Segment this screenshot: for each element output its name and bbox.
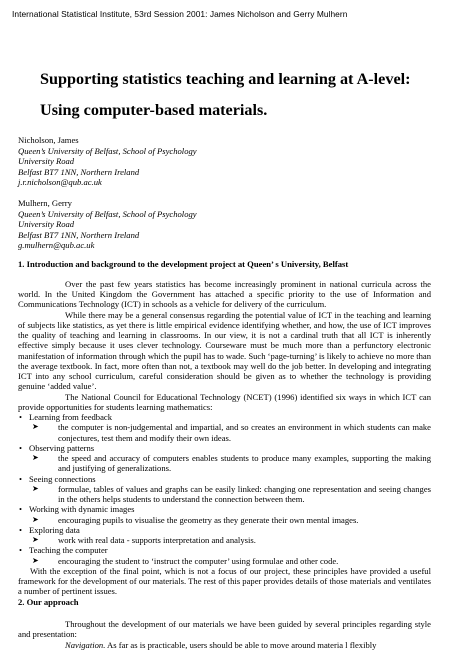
sub-bullet [18,484,431,505]
paragraph: Throughout the development of our materials we have been guided by several principles regarding style and presentation: [18,619,431,640]
author-name: Mulhern, Gerry [18,197,72,208]
arrow-bullet-icon: ➤ [32,535,39,545]
bullet-item [18,474,431,484]
author-affiliation: Queen’s University of Belfast, School of Psychology [18,145,197,156]
arrow-bullet-icon: ➤ [32,453,39,463]
bullet-item [18,412,431,422]
author-email: j.r.nicholson@qub.ac.uk [18,177,102,188]
sub-bullet-text: the speed and accuracy of computers enables students to produce many examples, supporting the making and justifying of generalizations. [58,453,431,474]
sub-bullet-text: encouraging pupils to visualise the geometry as they generate their own mental images. [58,514,359,525]
section-2-heading: 2. Our approach [18,596,79,607]
paper-title: Supporting statistics teaching and learning at A-level: Using computer-based materials. [40,70,411,119]
sub-bullet [18,422,431,443]
sub-bullet [18,535,431,545]
sub-bullet [18,556,431,566]
author-name: Nicholson, James [18,135,79,145]
sub-bullet-text: encouraging the student to ‘instruct the computer’ using formulae and other code. [58,555,339,566]
author-address-line: University Road [18,219,75,230]
arrow-bullet-icon: ➤ [32,483,39,493]
bullet-label: Learning from feedback [29,412,113,423]
arrow-bullet-icon: ➤ [32,422,39,432]
bullet-item [18,504,431,514]
author-address-line: Belfast BT7 1NN, Northern Ireland [18,166,140,177]
bullet-item [18,443,431,453]
bullet-label: Working with dynamic images [29,504,135,515]
arrow-bullet-icon: ➤ [32,555,39,565]
sub-bullet-text: the computer is non-judgemental and impartial, and so creates an environment in which students can make conjectures, test them and modify their own ideas. [58,422,431,443]
author-block-1 [18,135,431,188]
sub-bullet [18,453,431,474]
paragraph: Over the past few years statistics has become increasingly prominent in national curricula across the world. In the United Kingdom the Government has attached a specific priority to the use of Information and Communications Technology (ICT) in schools as a vehicle for delivery of the curriculum. [18,278,431,310]
ncet-bullet-list [18,412,431,566]
bullet-label: Observing patterns [29,442,95,453]
sub-bullet-text: formulae, tables of values and graphs can be easily linked: changing one representation and seeing changes in the others helps students to understand the connection between them. [58,483,431,505]
paragraph: With the exception of the final point, which is not a focus of our project, these principles have provided a useful framework for the development of our materials. The rest of this paper provides details of those materials and ventilates a number of pertinent issues. [18,565,431,597]
paper-body [18,64,431,650]
bullet-label: Teaching the computer [29,545,108,556]
author-address-line: University Road [18,156,75,167]
bullet-item [18,545,431,555]
paragraph: The National Council for Educational Technology (NCET) (1996) identified six ways in which ICT can provide opportunities for students learning mathematics: [18,391,431,412]
section-1-heading: 1. Introduction and background to the development project at Queen’ s University, Belfast [18,258,349,269]
author-affiliation: Queen’s University of Belfast, School of Psychology [18,208,197,219]
paragraph-text: As far as is practicable, users should be able to move around materia l flexibly [105,639,377,650]
sub-bullet-text: work with real data - supports interpretation and analysis. [58,535,256,546]
arrow-bullet-icon: ➤ [32,514,39,524]
paragraph [18,640,431,650]
bullet-label: Exploring data [29,524,80,535]
paragraph: While there may be a general consensus regarding the potential value of ICT in the teaching and learning of subjects like statistics, as yet there is little empirical evidence identifying whether, and how, the use of ICT improves the quality of teaching and learning in classrooms. In our view, it is not a cardinal truth that all ICT is inherently effective simply because it uses clever technology. Courseware must be much more than a perfunctory electronic manifestation of information through which the pupil has to wade. Such ‘page-turning’ is likely to achieve no more than the average textbook. In fact, more often than not, a textbook may well do the job better. In developing and integrating ICT into any school curriculum, careful consideration should be given as to whether the technology is providing genuine ‘added value’. [18,309,431,392]
bullet-item [18,525,431,535]
author-block-2 [18,198,431,251]
running-header: International Statistical Institute, 53rd Session 2001: James Nicholson and Gerry Mulhern [12,9,348,19]
author-address-line: Belfast BT7 1NN, Northern Ireland [18,229,140,240]
paragraph-lead: Navigation. [65,639,106,650]
author-email: g.mulhern@qub.ac.uk [18,240,95,251]
bullet-label: Seeing connections [29,473,96,484]
sub-bullet [18,515,431,525]
